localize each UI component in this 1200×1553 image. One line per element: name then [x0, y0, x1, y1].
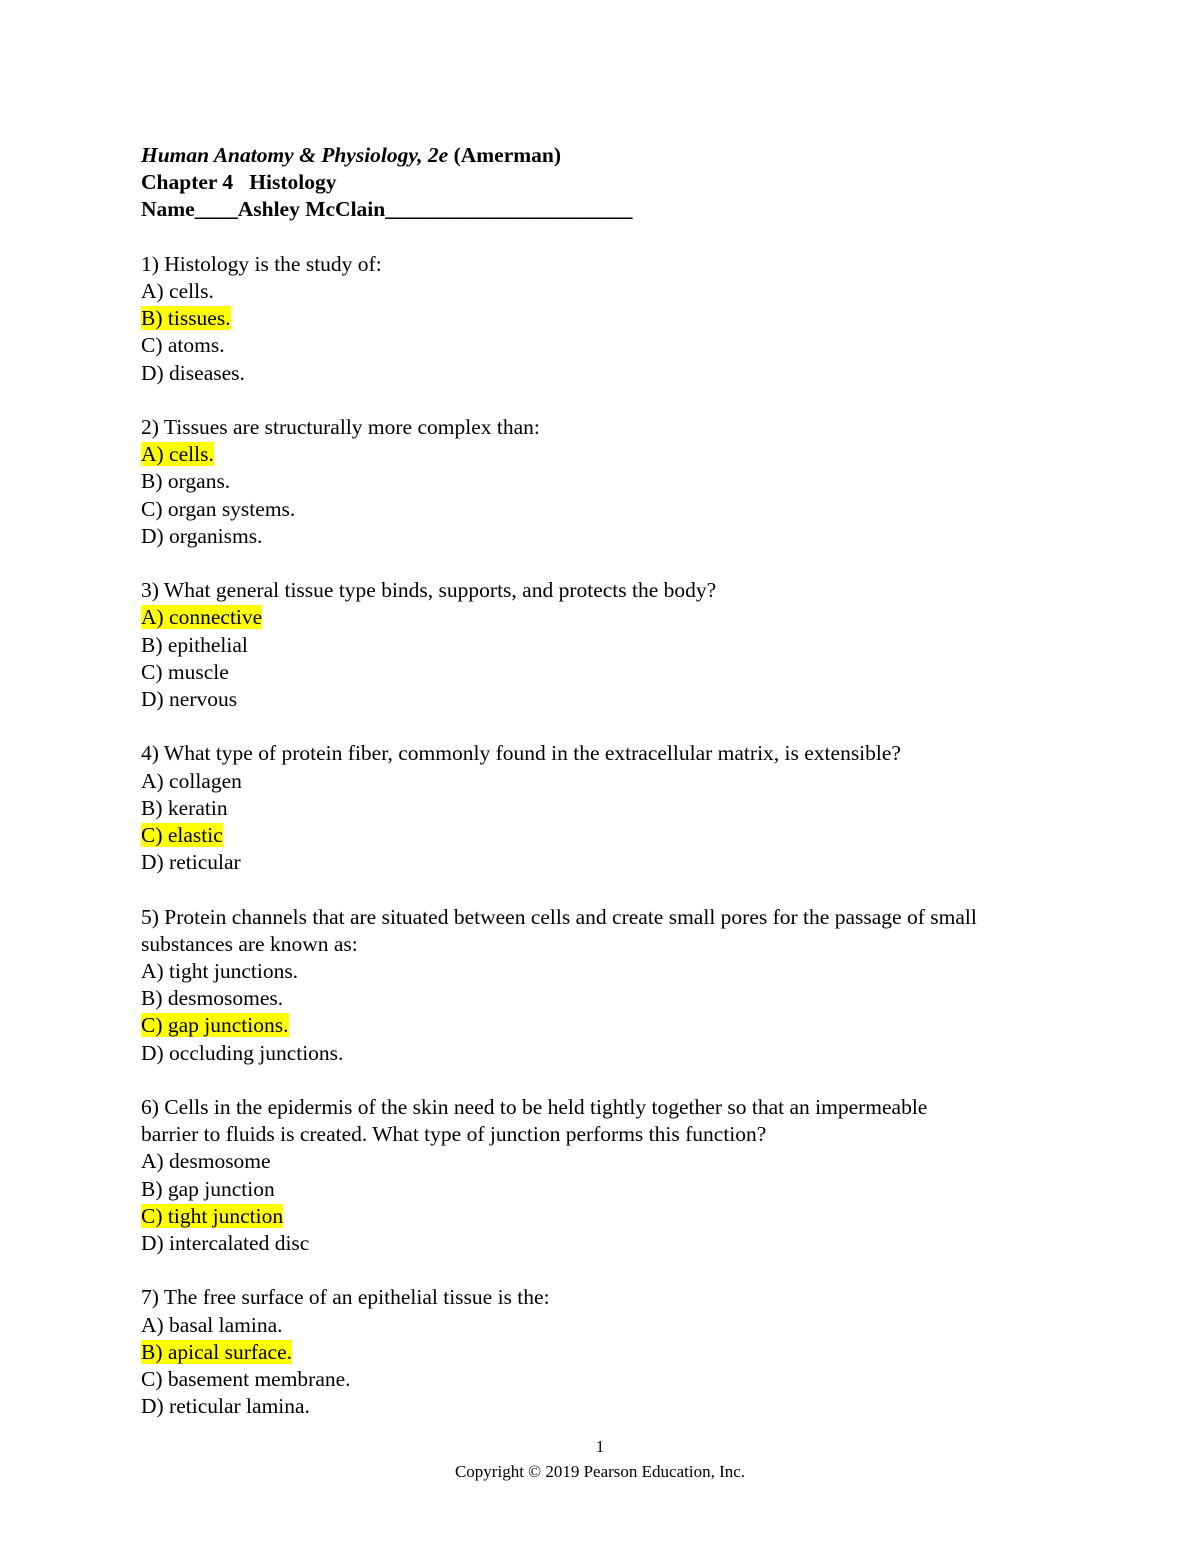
spacer [141, 1067, 1101, 1094]
answer-option [141, 1339, 1101, 1366]
answer-option [141, 441, 1101, 468]
answer-text: B) organs. [141, 469, 231, 494]
question-block [141, 1284, 1101, 1420]
spacer [141, 387, 1101, 414]
answer-text: C) muscle [141, 659, 229, 684]
name-blank: _______________________ [385, 197, 633, 222]
question-block [141, 251, 1101, 387]
answer-option [141, 604, 1101, 631]
highlighted-answer: C) gap junctions. [141, 1013, 289, 1038]
answer-text: A) cells. [141, 279, 214, 303]
page-content [141, 142, 1101, 1420]
highlighted-answer: A) cells. [141, 442, 214, 467]
answer-option [141, 686, 1101, 713]
copyright-notice: Copyright © 2019 Pearson Education, Inc. [454, 1462, 746, 1481]
question-block [141, 414, 1101, 550]
answer-text: B) gap junction [141, 1176, 275, 1201]
answer-option [141, 822, 1101, 849]
question-stem: 7) The free surface of an epithelial tissue is the: [141, 1285, 550, 1310]
spacer [141, 876, 1101, 903]
answer-text: A) desmosome [141, 1149, 271, 1174]
page-number: 1 [595, 1437, 605, 1456]
answer-option [141, 768, 1101, 795]
answer-text: A) collagen [141, 768, 242, 793]
question-stem: 2) Tissues are structurally more complex than: [141, 415, 540, 439]
answer-option [141, 1366, 1101, 1393]
author: (Amerman) [448, 143, 562, 167]
answer-option [141, 795, 1101, 822]
answer-option [141, 305, 1101, 332]
answer-option [141, 958, 1101, 985]
answer-option [141, 278, 1101, 305]
student-name: Ashley McClain [237, 197, 386, 222]
answer-text: C) basement membrane. [141, 1367, 351, 1392]
answer-text: A) tight junctions. [141, 959, 299, 984]
question-stem: 4) What type of protein fiber, commonly found in the extracellular matrix, is extensible? [141, 741, 901, 766]
chapter-title: Chapter 4 Histology [141, 170, 337, 195]
book-title: Human Anatomy & Physiology, 2e [141, 143, 449, 167]
answer-text: A) basal lamina. [141, 1312, 283, 1337]
question-stem: 3) What general tissue type binds, supports, and protects the body? [141, 578, 717, 603]
answer-option [141, 1312, 1101, 1339]
question-list [141, 224, 1101, 1421]
answer-text: C) organ systems. [141, 496, 296, 521]
answer-text: B) epithelial [141, 632, 248, 657]
answer-option [141, 1012, 1101, 1039]
answer-option [141, 849, 1101, 876]
answer-text: D) occluding junctions. [141, 1040, 344, 1065]
answer-text: C) atoms. [141, 333, 225, 358]
question-block [141, 740, 1101, 876]
highlighted-answer: B) tissues. [141, 306, 231, 331]
highlighted-answer: A) connective [141, 605, 263, 630]
answer-text: B) keratin [141, 795, 228, 820]
spacer [141, 550, 1101, 577]
question-stem: 5) Protein channels that are situated between cells and create small pores for the passage of small [141, 904, 977, 929]
spacer [141, 713, 1101, 740]
name-prefix: Name____ [141, 197, 238, 222]
answer-option [141, 1176, 1101, 1203]
answer-text: D) reticular [141, 850, 241, 875]
highlighted-answer: C) elastic [141, 823, 223, 848]
answer-option [141, 1393, 1101, 1420]
answer-option [141, 496, 1101, 523]
answer-option [141, 1040, 1101, 1067]
answer-option [141, 523, 1101, 550]
answer-option [141, 1230, 1101, 1257]
answer-option [141, 360, 1101, 387]
answer-text: B) desmosomes. [141, 986, 284, 1011]
answer-option [141, 1203, 1101, 1230]
answer-text: D) nervous [141, 687, 238, 712]
question-stem: barrier to fluids is created. What type of junction performs this function? [141, 1122, 767, 1147]
question-stem: 1) Histology is the study of: [141, 251, 382, 276]
spacer [141, 224, 1101, 251]
question-stem: substances are known as: [141, 931, 358, 956]
highlighted-answer: B) apical surface. [141, 1339, 293, 1364]
answer-option [141, 632, 1101, 659]
answer-text: D) diseases. [141, 360, 245, 385]
answer-option [141, 332, 1101, 359]
answer-text: D) organisms. [141, 523, 263, 548]
answer-option [141, 985, 1101, 1012]
question-block [141, 577, 1101, 713]
book-title-line [141, 142, 1101, 169]
answer-option [141, 1148, 1101, 1175]
answer-option [141, 659, 1101, 686]
question-stem: 6) Cells in the epidermis of the skin need to be held tightly together so that an impermeable [141, 1095, 928, 1120]
answer-option [141, 468, 1101, 495]
question-block [141, 904, 1101, 1067]
name-line [141, 196, 1101, 223]
spacer [141, 1257, 1101, 1284]
answer-text: D) reticular lamina. [141, 1394, 310, 1419]
highlighted-answer: C) tight junction [141, 1203, 284, 1228]
answer-text: D) intercalated disc [141, 1231, 310, 1256]
question-block [141, 1094, 1101, 1257]
